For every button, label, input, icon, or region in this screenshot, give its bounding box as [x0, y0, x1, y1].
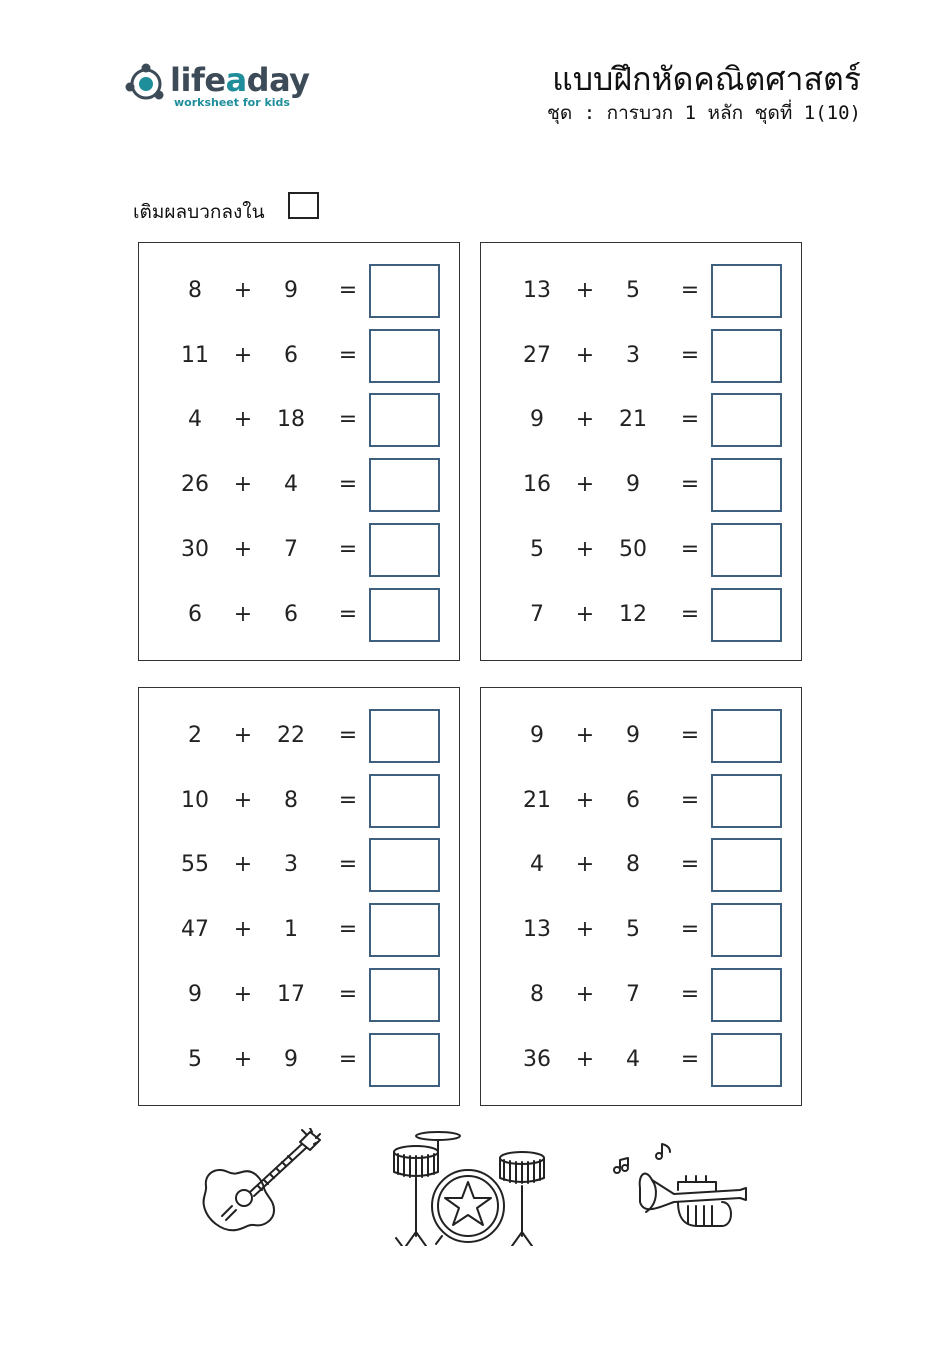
addend-b: 6	[284, 601, 298, 627]
answer-box[interactable]	[369, 903, 440, 957]
addend-b: 7	[284, 536, 298, 562]
equals-sign: =	[680, 917, 700, 943]
plus-sign: +	[233, 278, 253, 303]
equals-sign: =	[680, 1046, 700, 1072]
answer-box[interactable]	[711, 588, 782, 642]
problem-row	[139, 458, 461, 512]
logo-tagline: worksheet for kids	[174, 96, 290, 109]
answer-box[interactable]	[369, 329, 440, 383]
plus-sign: +	[233, 852, 253, 878]
problem-row	[139, 329, 461, 383]
answer-box[interactable]	[711, 903, 782, 957]
addend-b: 18	[277, 407, 305, 433]
problem-row	[139, 588, 461, 642]
addend-b: 3	[284, 852, 298, 878]
plus-sign: +	[575, 278, 595, 303]
plus-sign: +	[575, 601, 595, 627]
equals-sign: =	[338, 852, 358, 878]
equals-sign: =	[680, 981, 700, 1007]
answer-box[interactable]	[369, 968, 440, 1022]
brand-logo	[122, 60, 322, 116]
equals-sign: =	[338, 536, 358, 562]
instruction-sample-box	[288, 192, 319, 219]
answer-box[interactable]	[711, 968, 782, 1022]
answer-box[interactable]	[369, 838, 440, 892]
addend-a: 9	[530, 407, 544, 433]
addend-b: 8	[284, 787, 298, 813]
worksheet-title: แบบฝึกหัดคณิตศาสตร์	[552, 60, 861, 98]
answer-box[interactable]	[711, 264, 782, 318]
answer-box[interactable]	[711, 838, 782, 892]
equals-sign: =	[680, 787, 700, 813]
addend-a: 5	[188, 1046, 202, 1072]
plus-sign: +	[233, 601, 253, 627]
addend-a: 7	[530, 601, 544, 627]
plus-sign: +	[233, 787, 253, 813]
trumpet-icon	[612, 1140, 752, 1240]
addend-a: 36	[523, 1046, 551, 1072]
addend-b: 12	[619, 601, 647, 627]
addend-a: 4	[530, 852, 544, 878]
plus-sign: +	[575, 472, 595, 498]
answer-box[interactable]	[369, 458, 440, 512]
equals-sign: =	[338, 917, 358, 943]
problem-row	[139, 264, 461, 318]
plus-sign: +	[233, 1046, 253, 1072]
addend-a: 11	[181, 342, 209, 368]
equals-sign: =	[680, 852, 700, 878]
plus-sign: +	[575, 917, 595, 943]
plus-sign: +	[575, 723, 595, 748]
problem-row	[481, 264, 803, 318]
addend-b: 3	[626, 342, 640, 368]
problem-row	[481, 523, 803, 577]
worksheet-subtitle: ชุด : การบวก 1 หลัก ชุดที่ 1(10)	[547, 102, 861, 124]
addend-a: 13	[523, 278, 551, 303]
plus-sign: +	[575, 1046, 595, 1072]
problem-row	[481, 588, 803, 642]
problem-row	[481, 329, 803, 383]
addend-b: 9	[284, 1046, 298, 1072]
problem-row	[481, 1033, 803, 1087]
addend-a: 2	[188, 723, 202, 748]
addend-b: 6	[626, 787, 640, 813]
equals-sign: =	[680, 723, 700, 748]
problem-row	[481, 838, 803, 892]
problem-row	[139, 709, 461, 763]
addend-b: 22	[277, 723, 305, 748]
equals-sign: =	[338, 342, 358, 368]
addend-b: 7	[626, 981, 640, 1007]
addend-a: 16	[523, 472, 551, 498]
addend-a: 6	[188, 601, 202, 627]
answer-box[interactable]	[711, 393, 782, 447]
problem-row	[139, 523, 461, 577]
addend-a: 21	[523, 787, 551, 813]
addend-a: 8	[530, 981, 544, 1007]
problem-row	[139, 774, 461, 828]
addend-a: 9	[530, 723, 544, 748]
equals-sign: =	[338, 278, 358, 303]
problem-row	[481, 458, 803, 512]
equals-sign: =	[680, 601, 700, 627]
answer-box[interactable]	[369, 709, 440, 763]
plus-sign: +	[575, 342, 595, 368]
answer-box[interactable]	[369, 523, 440, 577]
plus-sign: +	[233, 981, 253, 1007]
addend-a: 4	[188, 407, 202, 433]
problem-panel	[138, 687, 460, 1106]
addend-a: 9	[188, 981, 202, 1007]
plus-sign: +	[233, 917, 253, 943]
addend-a: 8	[188, 278, 202, 303]
addend-a: 10	[181, 787, 209, 813]
answer-box[interactable]	[711, 709, 782, 763]
plus-sign: +	[575, 787, 595, 813]
addend-a: 27	[523, 342, 551, 368]
plus-sign: +	[575, 981, 595, 1007]
addend-b: 9	[626, 723, 640, 748]
equals-sign: =	[338, 723, 358, 748]
addend-a: 30	[181, 536, 209, 562]
problem-row	[481, 968, 803, 1022]
answer-box[interactable]	[369, 774, 440, 828]
problem-row	[481, 903, 803, 957]
addend-b: 8	[626, 852, 640, 878]
answer-box[interactable]	[369, 1033, 440, 1087]
addend-b: 1	[284, 917, 298, 943]
addend-a: 47	[181, 917, 209, 943]
plus-sign: +	[233, 723, 253, 748]
addend-b: 9	[284, 278, 298, 303]
equals-sign: =	[338, 407, 358, 433]
problem-panel	[480, 242, 802, 661]
addend-b: 21	[619, 407, 647, 433]
logo-wordmark: lifeaday	[170, 61, 310, 99]
equals-sign: =	[680, 536, 700, 562]
equals-sign: =	[338, 1046, 358, 1072]
equals-sign: =	[338, 981, 358, 1007]
answer-box[interactable]	[711, 523, 782, 577]
problem-panel	[480, 687, 802, 1106]
answer-box[interactable]	[369, 264, 440, 318]
problem-panel	[138, 242, 460, 661]
equals-sign: =	[338, 472, 358, 498]
plus-sign: +	[233, 342, 253, 368]
addend-b: 5	[626, 278, 640, 303]
answer-box[interactable]	[711, 1033, 782, 1087]
addend-b: 5	[626, 917, 640, 943]
answer-box[interactable]	[711, 458, 782, 512]
plus-sign: +	[575, 852, 595, 878]
molecule-logo-icon	[122, 60, 170, 108]
problem-row	[481, 774, 803, 828]
plus-sign: +	[575, 407, 595, 433]
answer-box[interactable]	[711, 329, 782, 383]
addend-b: 17	[277, 981, 305, 1007]
problem-row	[139, 1033, 461, 1087]
problem-row	[139, 393, 461, 447]
answer-box[interactable]	[369, 393, 440, 447]
addend-a: 13	[523, 917, 551, 943]
equals-sign: =	[680, 278, 700, 303]
plus-sign: +	[233, 536, 253, 562]
equals-sign: =	[680, 472, 700, 498]
problem-row	[481, 393, 803, 447]
drum-kit-icon	[388, 1128, 548, 1246]
plus-sign: +	[575, 536, 595, 562]
equals-sign: =	[680, 342, 700, 368]
addend-b: 4	[284, 472, 298, 498]
addend-b: 6	[284, 342, 298, 368]
addend-b: 4	[626, 1046, 640, 1072]
addend-a: 55	[181, 852, 209, 878]
plus-sign: +	[233, 407, 253, 433]
answer-box[interactable]	[369, 588, 440, 642]
addend-b: 50	[619, 536, 647, 562]
problem-row	[139, 838, 461, 892]
guitar-icon	[198, 1128, 324, 1238]
plus-sign: +	[233, 472, 253, 498]
problem-row	[139, 903, 461, 957]
answer-box[interactable]	[711, 774, 782, 828]
addend-b: 9	[626, 472, 640, 498]
problem-row	[139, 968, 461, 1022]
equals-sign: =	[338, 787, 358, 813]
addend-a: 5	[530, 536, 544, 562]
equals-sign: =	[338, 601, 358, 627]
equals-sign: =	[680, 407, 700, 433]
problem-row	[481, 709, 803, 763]
addend-a: 26	[181, 472, 209, 498]
instruction-text: เติมผลบวกลงใน	[133, 201, 265, 223]
